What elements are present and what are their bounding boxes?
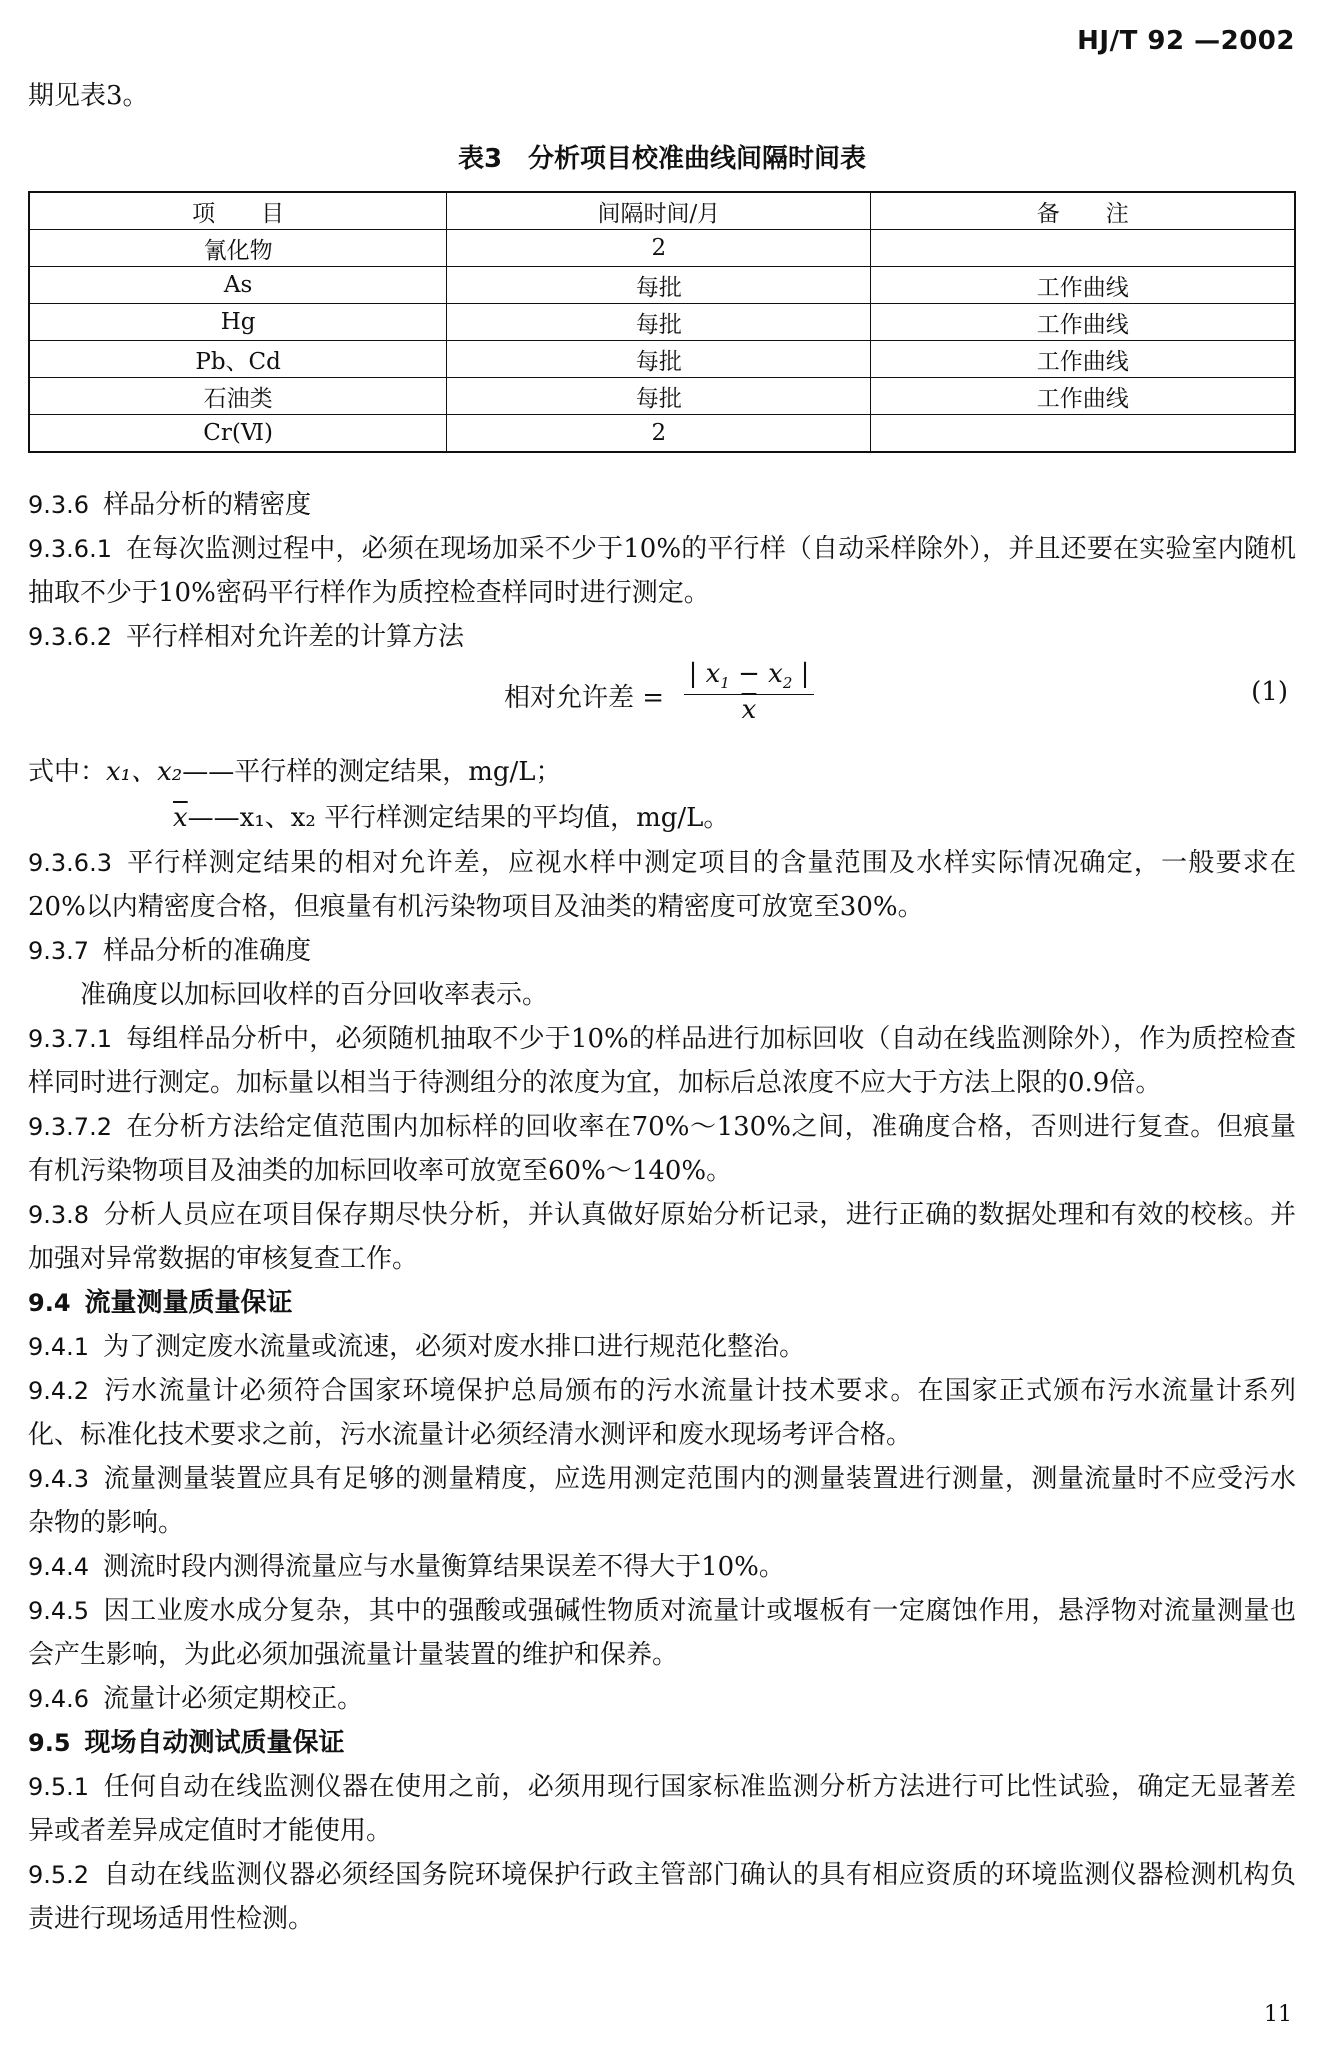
where-mean-definition: ——x₁、x₂ 平行样测定结果的平均值，mg/L。 [187, 803, 730, 833]
where-definition: ——平行样的测定结果，mg/L； [182, 757, 562, 787]
table-header-cell: 备 注 [871, 192, 1295, 230]
table-cell: 每批 [447, 304, 871, 341]
table-row [29, 378, 1295, 415]
formula-where-line-2 [28, 795, 1296, 841]
table-cell: 工作曲线 [871, 378, 1295, 415]
formula-where-line-1 [28, 749, 1296, 795]
table-cell: 工作曲线 [871, 341, 1295, 378]
clause-text: 平行样测定结果的相对允许差，应视水样中测定项目的含量范围及水样实际情况确定，一般要求在20%以内精密度合格，但痕量有机污染物项目及油类的精密度可放宽至30%。 [28, 848, 1296, 922]
section-number: 9.3.7 [28, 937, 90, 965]
where-mean-variable: $\overline{x}$ [173, 803, 188, 833]
section-9-3-6 [28, 483, 1296, 527]
clause-number: 9.4.4 [28, 1553, 90, 1581]
clause-number: 9.3.8 [28, 1201, 90, 1229]
clause-9-4-5 [28, 1589, 1296, 1677]
table-cell: 每批 [447, 267, 871, 304]
clause-9-4-2 [28, 1369, 1296, 1457]
table-header-cell: 项 目 [29, 192, 447, 230]
lead-text: 期见表3。 [28, 81, 149, 111]
clause-text: 因工业废水成分复杂，其中的强酸或强碱性物质对流量计或堰板有一定腐蚀作用，悬浮物对流量测量也会产生影响，为此必须加强流量计量装置的维护和保养。 [28, 1596, 1296, 1670]
standard-code: HJ/T 92 —2002 [1077, 26, 1295, 56]
clause-9-3-7-2 [28, 1105, 1296, 1193]
equation-number: (1) [1251, 677, 1288, 707]
clause-text: 为了测定废水流量或流速，必须对废水排口进行规范化整治。 [103, 1332, 806, 1362]
clause-number: 9.4.6 [28, 1685, 90, 1713]
clause-text: 每组样品分析中，必须随机抽取不少于10%的样品进行加标回收（自动在线监测除外），作为质控检查样同时进行测定。加标量以相当于待测组分的浓度为宜，加标后总浓度不应大于方法上限的0.9倍。 [28, 1024, 1296, 1098]
section-9-5 [28, 1721, 1296, 1765]
clause-text: 在分析方法给定值范围内加标样的回收率在70%～130%之间，准确度合格，否则进行复查。但痕量有机污染物项目及油类的加标回收率可放宽至60%～140%。 [28, 1112, 1296, 1186]
table-cell: Hg [29, 304, 447, 341]
where-prefix: 式中： [28, 757, 107, 787]
table-row [29, 415, 1295, 453]
clause-number: 9.3.7.2 [28, 1113, 112, 1141]
section-number: 9.5 [28, 1729, 71, 1757]
table-header-cell: 间隔时间/月 [447, 192, 871, 230]
table-title: 表3 分析项目校准曲线间隔时间表 [457, 144, 867, 174]
clause-9-3-6-2 [28, 615, 1296, 659]
table-cell: 工作曲线 [871, 267, 1295, 304]
clause-text: 污水流量计必须符合国家环境保护总局颁布的污水流量计技术要求。在国家正式颁布污水流量计系列化、标准化技术要求之前，污水流量计必须经清水测评和废水现场考评合格。 [28, 1376, 1296, 1450]
clause-number: 9.4.1 [28, 1333, 90, 1361]
formula-lhs: 相对允许差 = [504, 683, 665, 713]
table-cell: 每批 [447, 378, 871, 415]
clause-text: 流量计必须定期校正。 [103, 1684, 364, 1714]
clause-number: 9.5.1 [28, 1773, 90, 1801]
section-title: 样品分析的准确度 [103, 936, 312, 966]
clause-9-4-4 [28, 1545, 1296, 1589]
clause-9-3-6-3 [28, 841, 1296, 929]
page-number: 11 [1264, 2002, 1292, 2027]
section-title: 现场自动测试质量保证 [84, 1728, 345, 1758]
table-cell: 2 [447, 415, 871, 453]
clause-text: 测流时段内测得流量应与水量衡算结果误差不得大于10%。 [103, 1552, 785, 1582]
section-title: 流量测量质量保证 [84, 1288, 293, 1318]
table-cell: Pb、Cd [29, 341, 447, 378]
clause-number: 9.4.5 [28, 1597, 90, 1625]
formula-denominator: x [741, 695, 757, 726]
table-cell: 2 [447, 230, 871, 267]
section-number: 9.4 [28, 1289, 71, 1317]
clause-9-5-2 [28, 1853, 1296, 1941]
section-9-4 [28, 1281, 1296, 1325]
clause-9-4-1 [28, 1325, 1296, 1369]
page-content [28, 74, 1296, 1941]
clause-text: 任何自动在线监测仪器在使用之前，必须用现行国家标准监测分析方法进行可比性试验，确定无显著差异或者差异成定值时才能使用。 [28, 1772, 1296, 1846]
table-cell: 工作曲线 [871, 304, 1295, 341]
clause-number: 9.3.6.2 [28, 623, 112, 651]
section-title: 样品分析的精密度 [103, 490, 312, 520]
clause-9-3-8 [28, 1193, 1296, 1281]
clause-9-4-3 [28, 1457, 1296, 1545]
clause-number: 9.5.2 [28, 1861, 90, 1889]
section-9-3-7-text: 准确度以加标回收样的百分回收率表示。 [80, 980, 549, 1010]
section-9-3-7 [28, 929, 1296, 973]
table-header-row [29, 192, 1295, 230]
where-variables: x₁、x₂ [106, 757, 183, 787]
clause-9-3-7-1 [28, 1017, 1296, 1105]
clause-number: 9.4.2 [28, 1377, 90, 1405]
table-row [29, 341, 1295, 378]
clause-number: 9.3.6.3 [28, 849, 112, 877]
clause-text: 流量测量装置应具有足够的测量精度，应选用测定范围内的测量装置进行测量，测量流量时不应受污水杂物的影响。 [28, 1464, 1296, 1538]
clause-number: 9.3.7.1 [28, 1025, 112, 1053]
clause-text: 分析人员应在项目保存期尽快分析，并认真做好原始分析记录，进行正确的数据处理和有效的校核。并加强对异常数据的审核复查工作。 [28, 1200, 1296, 1274]
clause-9-5-1 [28, 1765, 1296, 1853]
clause-number: 9.3.6.1 [28, 535, 112, 563]
table-cell: 石油类 [29, 378, 447, 415]
clause-number: 9.4.3 [28, 1465, 90, 1493]
clause-9-4-6 [28, 1677, 1296, 1721]
table-row [29, 304, 1295, 341]
relative-tolerance-formula [28, 659, 1296, 749]
clause-text: 在每次监测过程中，必须在现场加采不少于10%的平行样（自动采样除外），并且还要在实验室内随机抽取不少于10%密码平行样作为质控检查样同时进行测定。 [28, 534, 1296, 608]
calibration-interval-table [28, 191, 1296, 453]
table-cell [871, 230, 1295, 267]
table-cell: 氰化物 [29, 230, 447, 267]
section-number: 9.3.6 [28, 491, 90, 519]
table-cell [871, 415, 1295, 453]
table-cell: 每批 [447, 341, 871, 378]
clause-title: 平行样相对允许差的计算方法 [125, 622, 464, 652]
formula-fraction [684, 659, 814, 725]
formula-numerator: | $x_1 - x_2$ | [684, 659, 814, 695]
table-cell: Cr(Ⅵ) [29, 415, 447, 453]
clause-text: 自动在线监测仪器必须经国务院环境保护行政主管部门确认的具有相应资质的环境监测仪器检测机构负责进行现场适用性检测。 [28, 1860, 1296, 1934]
table-row [29, 267, 1295, 304]
table-cell: As [29, 267, 447, 304]
clause-9-3-6-1 [28, 527, 1296, 615]
table-row [29, 230, 1295, 267]
